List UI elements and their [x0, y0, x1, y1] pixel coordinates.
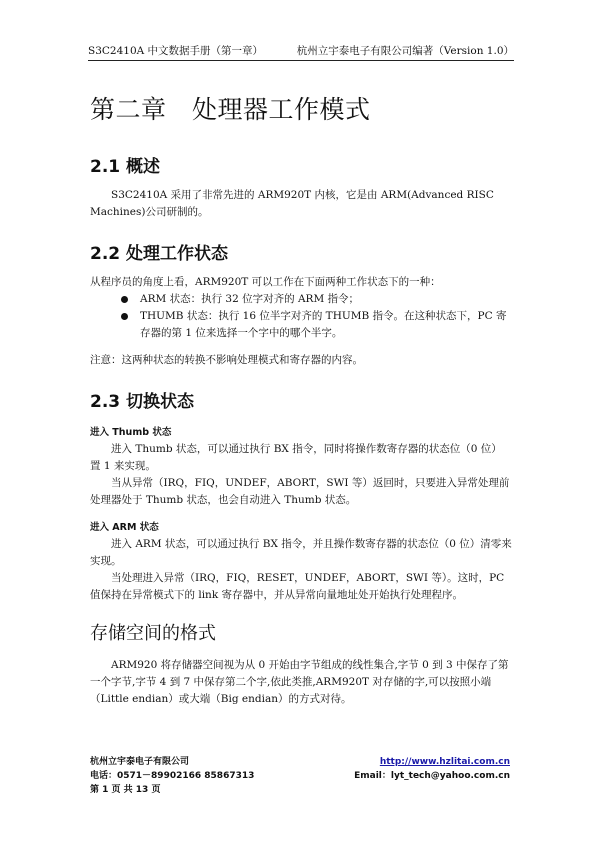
arm-subheading: 进入 ARM 状态	[90, 522, 159, 533]
thumb-paragraph-2: 当从异常（IRQ，FIQ，UNDEF，ABORT，SWI 等）返回时，只要进入异常处理前处理器处于 Thumb 状态，也会自动进入 Thumb 状态。	[90, 477, 510, 506]
header-rule	[88, 60, 514, 61]
bullet-icon	[121, 296, 128, 303]
section-2-2-title: 2.2 处理工作状态	[90, 244, 229, 264]
thumb-paragraph-1: 进入 Thumb 状态，可以通过执行 BX 指令，同时将操作数寄存器的状态位（0 位）置 1 来实现。	[90, 443, 502, 472]
section-2-2-intro: 从程序员的角度上看，ARM920T 可以工作在下面两种工作状态下的一种：	[90, 276, 441, 288]
page-header	[88, 43, 514, 59]
page-footer	[90, 755, 510, 797]
footer-email: Email：lyt_tech@yahoo.com.cn	[354, 771, 510, 781]
page-body	[90, 90, 512, 708]
arm-paragraph-2: 当处理进入异常（IRQ，FIQ，RESET，UNDEF，ABORT，SWI 等）。这时，PC 值保持在异常模式下的 link 寄存器中，并从异常向量地址处开始执行处理程序。	[90, 572, 505, 601]
chapter-title: 第二章 处理器工作模式	[90, 95, 371, 124]
footer-company: 杭州立宇泰电子有限公司	[90, 757, 190, 767]
footer-page-number: 第 1 页 共 13 页	[90, 785, 161, 795]
list-item	[90, 291, 512, 308]
section-2-1-title: 2.1 概述	[90, 157, 161, 177]
list-item	[90, 308, 512, 342]
thumb-subheading: 进入 Thumb 状态	[90, 427, 172, 438]
header-right: 杭州立宇泰电子有限公司编著（Version 1.0）	[296, 45, 514, 57]
footer-website-link[interactable]: http://www.hzlitai.com.cn	[379, 757, 510, 767]
arm-paragraph-1: 进入 ARM 状态，可以通过执行 BX 指令，并且操作数寄存器的状态位（0 位）清零来实现。	[90, 538, 512, 567]
section-2-1-paragraph: S3C2410A 采用了非常先进的 ARM920T 内核，它是由 ARM(Advanced RISC Machines)公司研制的。	[90, 189, 494, 218]
bullet-icon	[121, 313, 128, 320]
storage-format-title: 存储空间的格式	[90, 623, 216, 644]
header-left: S3C2410A 中文数据手册（第一章）	[88, 45, 264, 57]
section-2-2-note: 注意：这两种状态的转换不影响处理模式和寄存器的内容。	[90, 354, 363, 366]
list-item-text: THUMB 状态：执行 16 位半字对齐的 THUMB 指令。在这种状态下，PC 寄存器的第 1 位来选择一个字中的哪个半字。	[140, 310, 507, 339]
state-list	[90, 291, 512, 342]
section-2-3-title: 2.3 切换状态	[90, 392, 195, 412]
list-item-text: ARM 状态：执行 32 位字对齐的 ARM 指令；	[140, 293, 360, 305]
footer-phone: 电话：0571－89902166 85867313	[90, 771, 255, 781]
storage-format-paragraph: ARM920 将存储器空间视为从 0 开始由字节组成的线性集合,字节 0 到 3 中保存了第一个字节,字节 4 到 7 中保存第二个字,依此类推,ARM920T 对存储的字,可以按照小端（Little endian）或大端（Big endian）的方式对待。	[90, 659, 509, 705]
